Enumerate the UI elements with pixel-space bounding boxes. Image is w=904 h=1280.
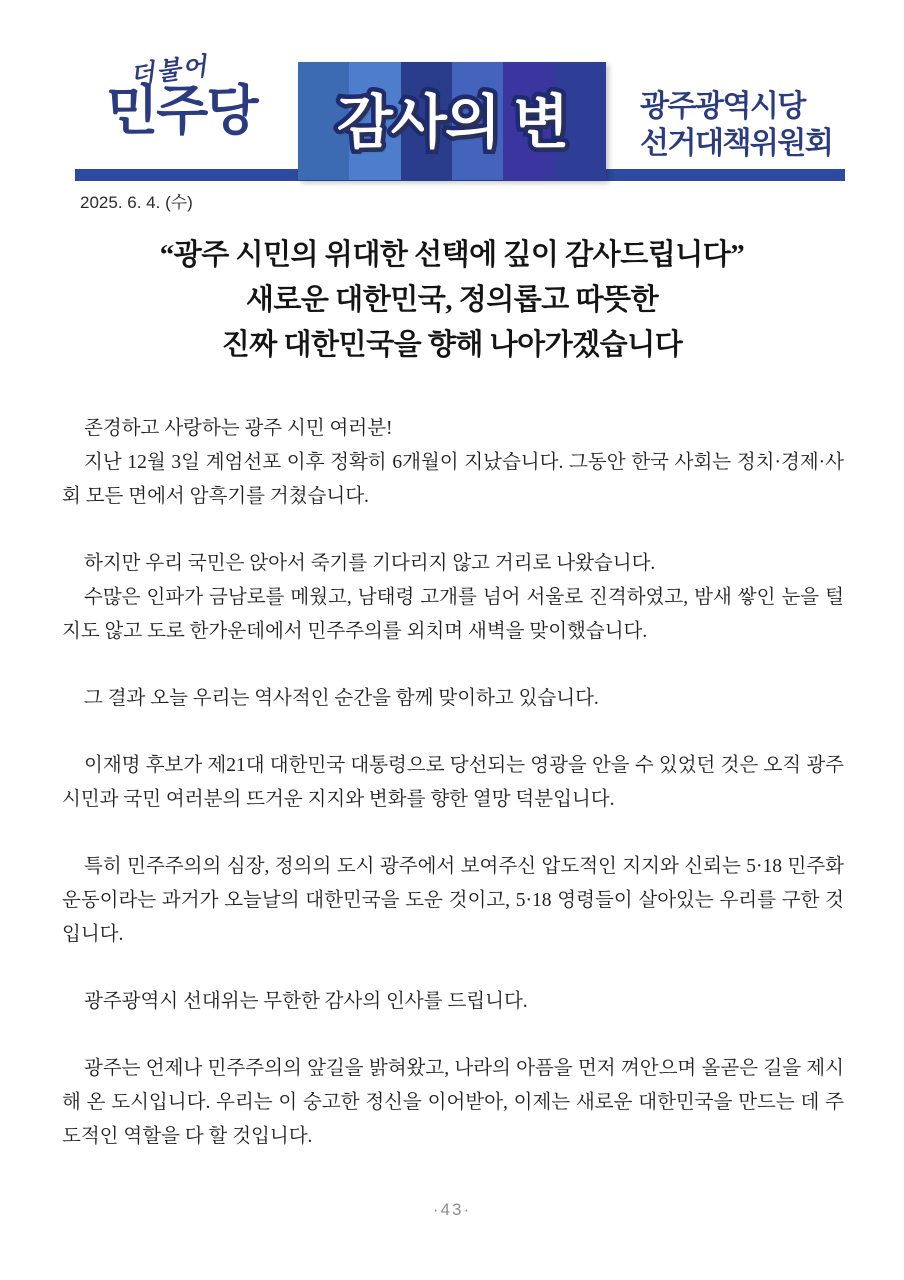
paragraph-block — [62, 749, 844, 817]
party-logo — [106, 53, 257, 141]
body-paragraph: 이재명 후보가 제21대 대한민국 대통령으로 당선되는 영광을 안을 수 있었던 것은 오직 광주 시민과 국민 여러분의 뜨거운 지지와 변화를 향한 열망 덕분입니다. — [62, 755, 844, 810]
party-logo-name: 민주당 — [106, 81, 257, 141]
banner-title: 감사의 변 — [336, 89, 568, 155]
document-title-line3: 진짜 대한민국을 향해 나아가겠습니다 — [221, 329, 683, 361]
paragraph-block — [62, 412, 844, 514]
paragraph-block — [62, 850, 844, 952]
paragraph-block — [62, 547, 844, 649]
party-logo-script: 더불어 — [128, 53, 210, 90]
body-paragraph: 지난 12월 3일 계엄선포 이후 정확히 6개월이 지났습니다. 그동안 한국 사회는 정치·경제·사회 모든 면에서 암흑기를 거쳤습니다. — [62, 452, 844, 507]
paragraph-block — [62, 682, 844, 716]
document-title-line1: “광주 시민의 위대한 선택에 깊이 감사드립니다” — [159, 239, 745, 271]
org-name — [640, 88, 832, 162]
document-title — [0, 233, 904, 368]
body-paragraph: 특히 민주주의의 심장, 정의의 도시 광주에서 보여주신 압도적인 지지와 신뢰는 5·18 민주화운동이라는 과거가 오늘날의 대한민국을 도운 것이고, 5·18 영령들이 살아있는 우리를 구한 것입니다. — [62, 856, 844, 945]
body-paragraph: 광주는 언제나 민주주의의 앞길을 밝혀왔고, 나라의 아픔을 먼저 껴안으며 올곧은 길을 제시해 온 도시입니다. 우리는 이 숭고한 정신을 이어받아, 이제는 새로운 대한민국을 만드는 데 주도적인 역할을 다 할 것입니다. — [62, 1058, 844, 1147]
body-paragraph: 존경하고 사랑하는 광주 시민 여러분! — [84, 418, 393, 439]
page-number: ·43· — [432, 1200, 472, 1219]
document-title-line2: 새로운 대한민국, 정의롭고 따뜻한 — [245, 284, 659, 316]
banner — [298, 62, 606, 180]
body-paragraph: 그 결과 오늘 우리는 역사적인 순간을 함께 맞이하고 있습니다. — [84, 688, 599, 709]
org-name-line1: 광주광역시당 — [640, 90, 805, 123]
paragraph-block — [62, 1052, 844, 1154]
body-paragraph: 광주광역시 선대위는 무한한 감사의 인사를 드립니다. — [84, 991, 528, 1012]
body-text — [62, 412, 844, 1187]
paragraph-block — [62, 985, 844, 1019]
org-name-line2: 선거대책위원회 — [640, 127, 833, 160]
body-paragraph: 수많은 인파가 금남로를 메웠고, 남태령 고개를 넘어 서울로 진격하였고, 밤새 쌓인 눈을 털지도 않고 도로 한가운데에서 민주주의를 외치며 새벽을 맞이했습니다. — [62, 587, 844, 642]
document-date: 2025. 6. 4. (수) — [80, 193, 193, 212]
body-paragraph: 하지만 우리 국민은 앉아서 죽기를 기다리지 않고 거리로 나왔습니다. — [84, 553, 656, 574]
